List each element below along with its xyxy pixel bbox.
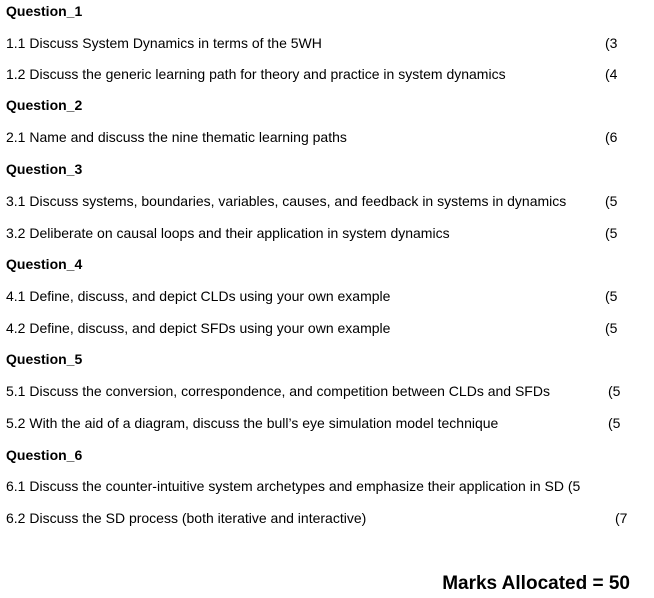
question-6-heading: Question_6 bbox=[6, 447, 83, 463]
question-2-1-text: 2.1 Name and discuss the nine thematic learning paths bbox=[6, 129, 347, 145]
question-4-2-text: 4.2 Define, discuss, and depict SFDs using your own example bbox=[6, 320, 391, 336]
question-5-2-marks: (5 bbox=[608, 415, 621, 431]
question-5-2-text: 5.2 With the aid of a diagram, discuss the bull’s eye simulation model technique bbox=[6, 415, 499, 431]
question-2-1-marks: (6 bbox=[605, 129, 618, 145]
question-5-heading: Question_5 bbox=[6, 351, 83, 367]
question-2-heading: Question_2 bbox=[6, 97, 83, 113]
marks-allocated-total: Marks Allocated = 50 bbox=[442, 573, 630, 594]
question-1-2-text: 1.2 Discuss the generic learning path for theory and practice in system dynamics bbox=[6, 66, 506, 82]
question-1-1-text: 1.1 Discuss System Dynamics in terms of the 5WH bbox=[6, 35, 322, 51]
question-4-1-text: 4.1 Define, discuss, and depict CLDs using your own example bbox=[6, 288, 391, 304]
question-4-2-marks: (5 bbox=[605, 320, 618, 336]
question-5-1-marks: (5 bbox=[608, 383, 621, 399]
question-1-1-marks: (3 bbox=[605, 35, 618, 51]
question-6-1-text: 6.1 Discuss the counter-intuitive system archetypes and emphasize their application in SD (5 bbox=[6, 478, 581, 494]
question-3-1-text: 3.1 Discuss systems, boundaries, variables, causes, and feedback in systems in dynamics bbox=[6, 193, 567, 209]
question-1-heading: Question_1 bbox=[6, 3, 83, 19]
question-5-1-text: 5.1 Discuss the conversion, correspondence, and competition between CLDs and SFDs bbox=[6, 383, 550, 399]
question-3-2-text: 3.2 Deliberate on causal loops and their application in system dynamics bbox=[6, 225, 450, 241]
question-3-1-marks: (5 bbox=[605, 193, 618, 209]
question-3-2-marks: (5 bbox=[605, 225, 618, 241]
question-6-2-text: 6.2 Discuss the SD process (both iterative and interactive) bbox=[6, 510, 367, 526]
question-4-heading: Question_4 bbox=[6, 256, 83, 272]
question-6-2-marks: (7 bbox=[615, 510, 628, 526]
question-4-1-marks: (5 bbox=[605, 288, 618, 304]
question-1-2-marks: (4 bbox=[605, 66, 618, 82]
question-3-heading: Question_3 bbox=[6, 161, 83, 177]
